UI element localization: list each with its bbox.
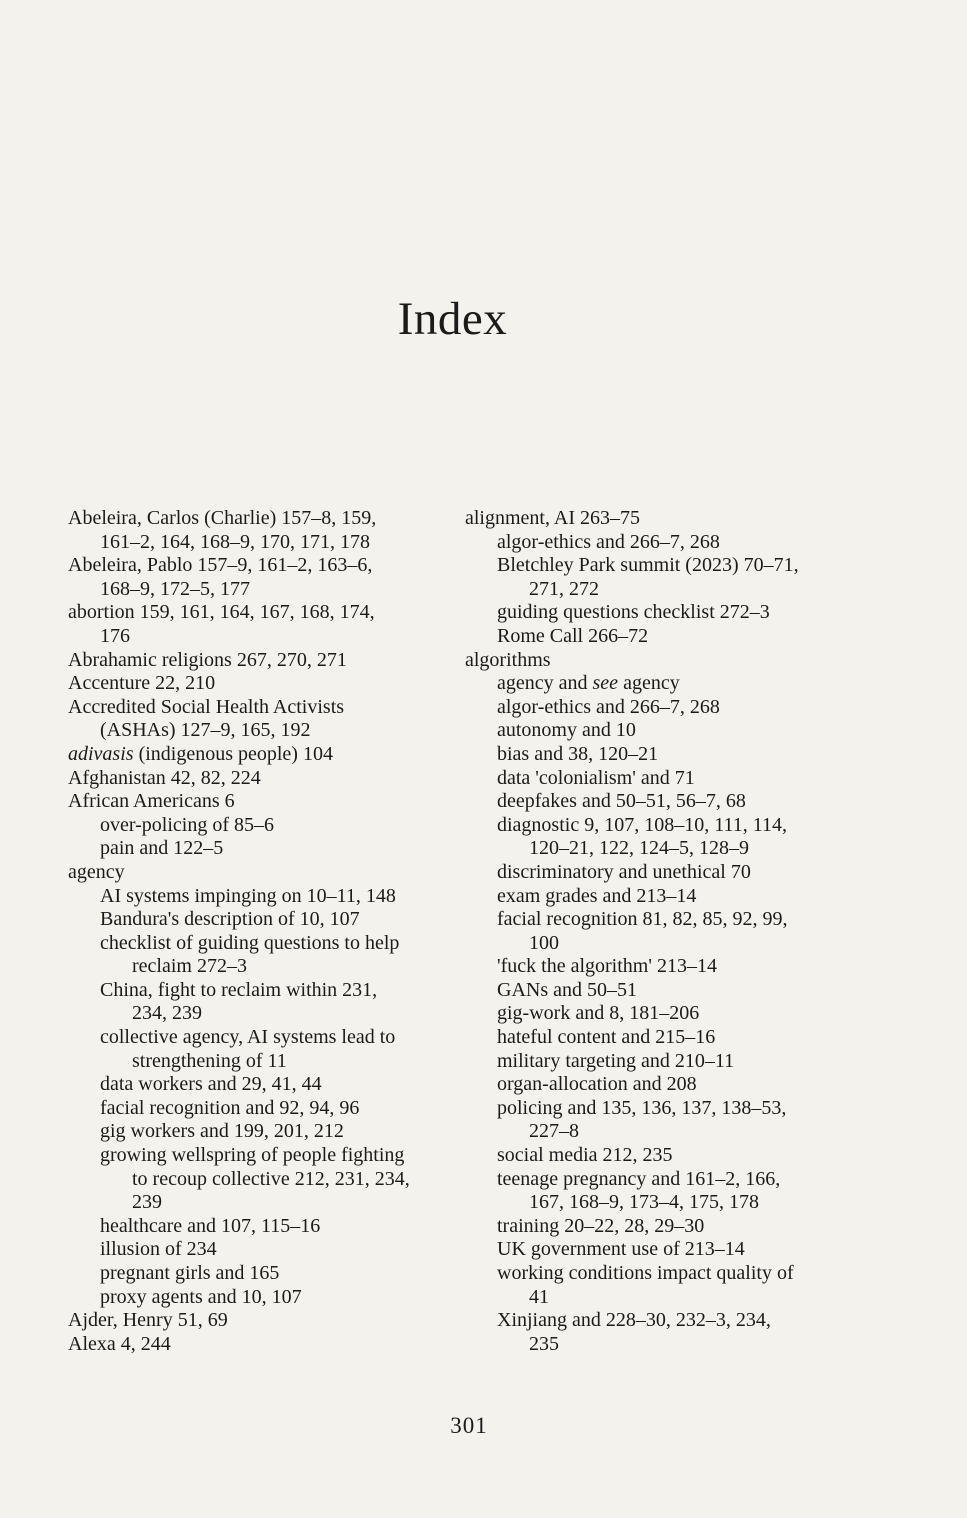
index-entry: Accenture 22, 210 — [68, 672, 216, 695]
index-entry: military targeting and 210–11 — [497, 1049, 735, 1072]
index-entry: (ASHAs) 127–9, 165, 192 — [100, 719, 311, 742]
index-entry: data workers and 29, 41, 44 — [100, 1073, 322, 1096]
index-entry: social media 212, 235 — [497, 1144, 673, 1167]
index-entry: African Americans 6 — [68, 790, 235, 813]
index-entry: alignment, AI 263–75 — [465, 507, 640, 529]
index-entry: training 20–22, 28, 29–30 — [497, 1214, 705, 1237]
index-entry: gig workers and 199, 201, 212 — [100, 1120, 344, 1143]
index-entry: Alexa 4, 244 — [68, 1332, 171, 1355]
index-entry: 120–21, 122, 124–5, 128–9 — [529, 837, 749, 860]
index-entry: exam grades and 213–14 — [497, 884, 697, 907]
index-entry: 161–2, 164, 168–9, 170, 171, 178 — [100, 530, 370, 553]
index-entry: algor-ethics and 266–7, 268 — [497, 530, 720, 553]
index-entry: discriminatory and unethical 70 — [497, 860, 751, 883]
index-entry: illusion of 234 — [100, 1238, 217, 1261]
index-entry: 227–8 — [529, 1120, 579, 1143]
index-entry: 41 — [529, 1285, 549, 1308]
index-entry: 271, 272 — [529, 577, 599, 600]
index-entry: Xinjiang and 228–30, 232–3, 234, — [497, 1309, 771, 1332]
index-entry: agency and see agency — [497, 672, 680, 695]
index-entry: facial recognition 81, 82, 85, 92, 99, — [497, 908, 788, 931]
index-entry: strengthening of 11 — [132, 1049, 287, 1072]
page-number: 301 — [450, 1413, 488, 1438]
index-entry: data 'colonialism' and 71 — [497, 766, 695, 789]
index-entry: pain and 122–5 — [100, 837, 224, 860]
index-entry: facial recognition and 92, 94, 96 — [100, 1096, 360, 1119]
index-entry: Abeleira, Carlos (Charlie) 157–8, 159, — [68, 507, 377, 529]
index-entry: Bletchley Park summit (2023) 70–71, — [497, 554, 799, 577]
index-entry: proxy agents and 10, 107 — [100, 1285, 302, 1308]
index-entry: healthcare and 107, 115–16 — [100, 1214, 321, 1237]
index-entry: policing and 135, 136, 137, 138–53, — [497, 1096, 787, 1119]
index-column-right — [465, 507, 855, 1356]
index-entry: autonomy and 10 — [497, 719, 636, 742]
index-entry: algorithms — [465, 648, 551, 671]
index-entry: 235 — [529, 1332, 559, 1355]
index-entry: growing wellspring of people fighting — [100, 1144, 405, 1167]
index-entry: checklist of guiding questions to help — [100, 931, 400, 954]
index-entry: to recoup collective 212, 231, 234, — [132, 1167, 410, 1190]
index-entry: pregnant girls and 165 — [100, 1262, 280, 1284]
index-entry: organ-allocation and 208 — [497, 1073, 697, 1096]
index-entry: 'fuck the algorithm' 213–14 — [497, 955, 717, 978]
index-entry: abortion 159, 161, 164, 167, 168, 174, — [68, 601, 375, 624]
index-entry: Abrahamic religions 267, 270, 271 — [68, 648, 347, 671]
index-title: Index — [397, 293, 508, 345]
index-entry: over-policing of 85–6 — [100, 813, 275, 836]
index-entry: deepfakes and 50–51, 56–7, 68 — [497, 790, 746, 813]
index-entry: gig-work and 8, 181–206 — [497, 1002, 700, 1025]
index-column-left — [68, 507, 458, 1356]
index-entry: 100 — [529, 931, 559, 954]
index-entry: 239 — [132, 1191, 162, 1214]
index-entry: reclaim 272–3 — [132, 955, 247, 978]
index-entry: bias and 38, 120–21 — [497, 742, 659, 765]
index-entry: China, fight to reclaim within 231, — [100, 978, 378, 1001]
index-entry: Rome Call 266–72 — [497, 624, 649, 647]
index-entry: 168–9, 172–5, 177 — [100, 577, 250, 600]
index-entry: Accredited Social Health Activists — [68, 695, 345, 718]
index-entry: 167, 168–9, 173–4, 175, 178 — [529, 1191, 759, 1214]
index-entry: diagnostic 9, 107, 108–10, 111, 114, — [497, 813, 787, 836]
index-entry: teenage pregnancy and 161–2, 166, — [497, 1167, 781, 1190]
index-entry: Ajder, Henry 51, 69 — [68, 1309, 228, 1332]
index-entry: guiding questions checklist 272–3 — [497, 601, 770, 624]
index-entry: 234, 239 — [132, 1002, 202, 1025]
index-entry: hateful content and 215–16 — [497, 1026, 716, 1049]
index-entry: Bandura's description of 10, 107 — [100, 908, 360, 931]
index-entry: 176 — [100, 624, 130, 647]
index-entry: Afghanistan 42, 82, 224 — [68, 766, 261, 789]
index-entry: UK government use of 213–14 — [497, 1238, 745, 1261]
index-entry: adivasis (indigenous people) 104 — [68, 742, 333, 765]
index-entry: algor-ethics and 266–7, 268 — [497, 695, 720, 718]
index-entry: agency — [68, 860, 125, 883]
index-entry: working conditions impact quality of — [497, 1262, 794, 1284]
index-entry: AI systems impinging on 10–11, 148 — [100, 884, 396, 907]
index-entry: Abeleira, Pablo 157–9, 161–2, 163–6, — [68, 554, 373, 577]
index-entry: GANs and 50–51 — [497, 978, 637, 1001]
index-entry: collective agency, AI systems lead to — [100, 1026, 396, 1049]
